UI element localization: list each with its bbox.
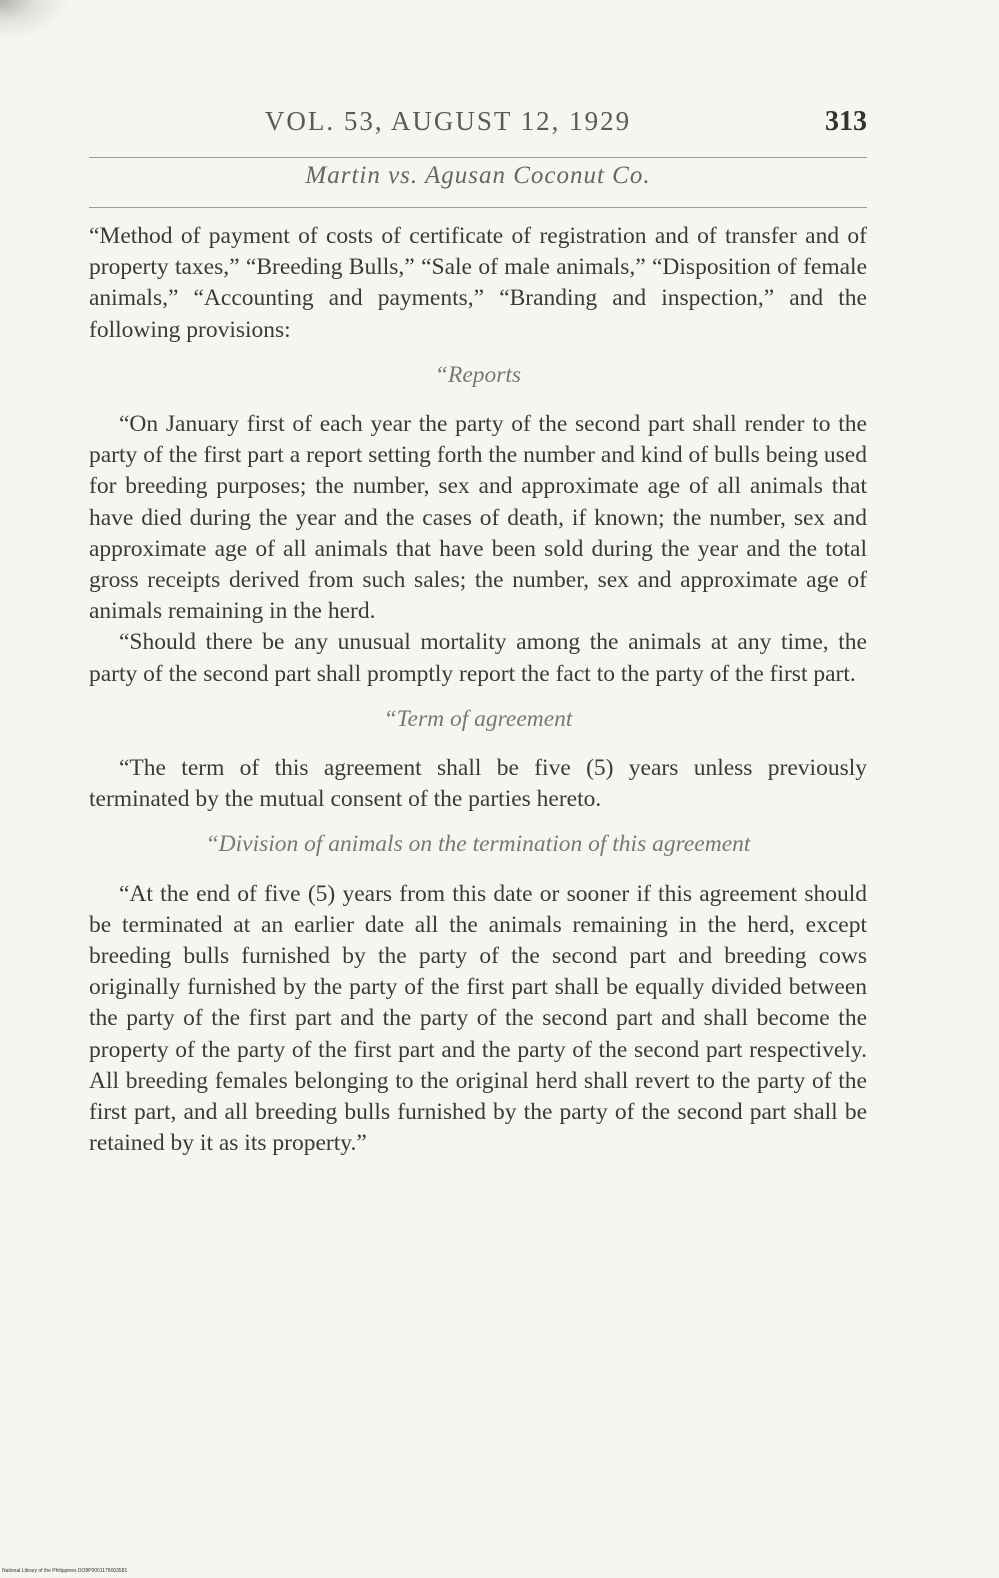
body-text (89, 221, 867, 1159)
section-heading-division: “Division of animals on the termination of this agreement (205, 831, 751, 858)
division-paragraph: “At the end of five (5) years from this date or sooner if this agreement should be terminated at an earlier date all the animals remaining in the herd, except breeding bulls furnished by the party of the second part and breeding cows originally furnished by the party of the first part shall be equally divided between the party of the first part and the party of the second part and shall become the property of the party of the first part and the party of the second part respectively. All breeding females belonging to the original herd shall revert to the party of the first part, and all breeding bulls furnished by the party of the second part shall be retained by it as its property.” (89, 880, 867, 1157)
reports-paragraph-2: “Should there be any unusual mortality among the animals at any time, the party of the second part shall promptly report the fact to the party of the first part. (89, 629, 867, 687)
section-heading-term: “Term of agreement (383, 705, 573, 732)
running-head (89, 106, 867, 146)
header-rule-bottom (89, 207, 867, 208)
header-rule-top (89, 157, 867, 158)
reports-paragraph-1: “On January first of each year the party of the second part shall render to the party of the first part a report setting forth the number and kind of bulls being used for breeding purposes; the number, sex and approximate age of all animals that have died during the year and the cases of death, if known; the number, sex and approximate age of all animals that have been sold during the year and the total gross receipts derived from such sales; the number, sex and approximate age of animals remaining in the herd. (89, 411, 867, 625)
term-paragraph: “The term of this agreement shall be five (5) years unless previously terminated by the mutual consent of the parties hereto. (89, 755, 867, 813)
section-heading-reports: “Reports (434, 361, 522, 388)
scan-footer: National Library of the Philippines DO8P0001179003581 (2, 1568, 128, 1574)
scan-corner-shadow (0, 0, 70, 40)
intro-paragraph: “Method of payment of costs of certificate of registration and of transfer and of property taxes,” “Breeding Bulls,” “Sale of male animals,” “Disposition of female animals,” “Accounting and payments,” “Branding and inspection,” and the following provisions: (89, 223, 867, 343)
case-title: Martin vs. Agusan Coconut Co. (305, 162, 651, 189)
volume-date: VOL. 53, AUGUST 12, 1929 (264, 106, 632, 136)
page-number: 313 (825, 106, 867, 137)
